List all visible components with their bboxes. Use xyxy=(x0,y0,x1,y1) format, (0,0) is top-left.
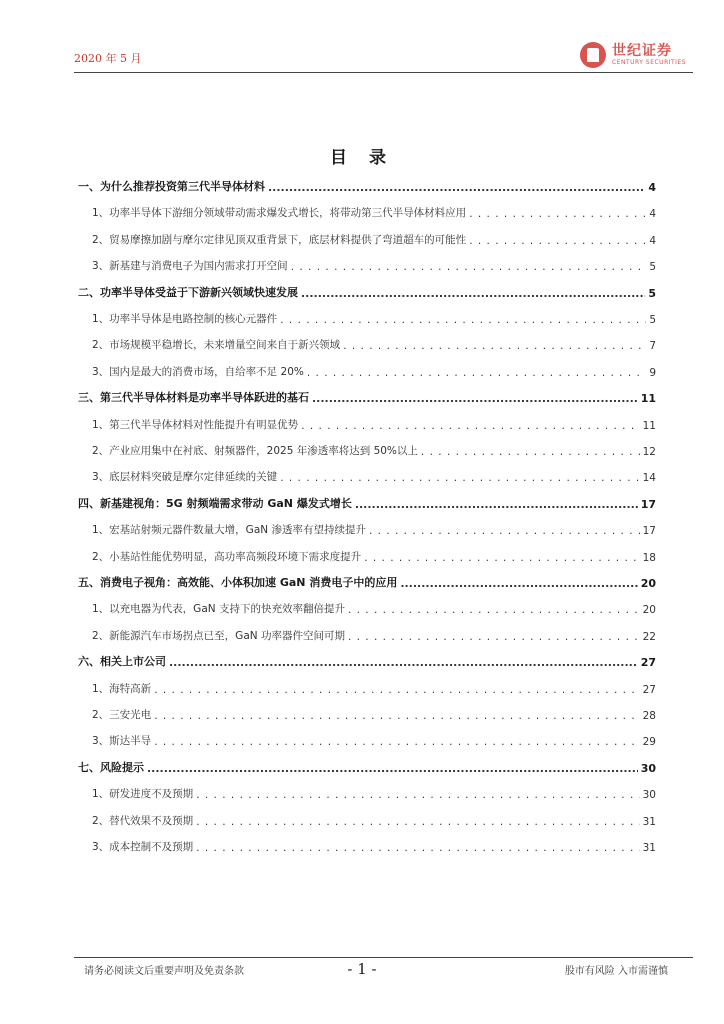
toc-entry-label: 1、海特高新 xyxy=(92,682,152,695)
toc-entry-page: 30 xyxy=(642,789,656,802)
toc-entry-label: 五、消费电子视角：高效能、小体积加速 GaN 消费电子中的应用 xyxy=(78,576,398,589)
toc-entry-label: 1、功率半导体下游细分领域带动需求爆发式增长，将带动第三代半导体材料应用 xyxy=(92,207,467,220)
toc-entry-label: 1、第三代半导体材料对性能提升有明显优势 xyxy=(92,418,299,431)
toc-entry-page: 11 xyxy=(640,392,656,406)
toc-entry-page: 4 xyxy=(648,181,656,194)
company-logo xyxy=(580,38,690,72)
toc-entry-label: 2、新能源汽车市场拐点已至，GaN 功率器件空间可期 xyxy=(92,629,345,642)
toc-entry-label: 3、成本控制不及预期 xyxy=(92,841,194,853)
toc-title: 目 录 xyxy=(330,148,394,168)
header-divider xyxy=(74,72,693,73)
toc-entry-page: 20 xyxy=(642,604,656,617)
toc-leader-dots xyxy=(469,235,646,247)
toc-subsection-entry[interactable] xyxy=(92,412,656,432)
toc-section-entry[interactable] xyxy=(78,280,656,300)
toc-leader-dots xyxy=(196,842,639,854)
toc-leader-dots xyxy=(154,684,639,696)
toc-entry-page: 31 xyxy=(642,842,656,854)
toc-entry-page: 14 xyxy=(642,472,656,485)
toc-section-entry[interactable] xyxy=(78,649,656,669)
toc-subsection-entry[interactable] xyxy=(92,464,656,484)
toc-subsection-entry[interactable] xyxy=(92,728,656,748)
toc-entry-page: 29 xyxy=(642,736,656,749)
toc-entry-page: 28 xyxy=(642,710,656,722)
logo-name-en: CENTURY SECURITIES xyxy=(612,59,687,66)
toc-leader-dots xyxy=(369,525,640,537)
footer-disclaimer: 请务必阅读文后重要声明及免责条款 xyxy=(84,966,244,977)
toc-leader-dots xyxy=(364,552,639,564)
logo-name-cn: 世纪证券 xyxy=(612,43,672,59)
toc-leader-dots xyxy=(147,762,638,775)
toc-leader-dots xyxy=(280,314,646,326)
toc-entry-page: 27 xyxy=(640,656,656,670)
toc-entry-label: 四、新基建视角：5G 射频端需求带动 GaN 爆发式增长 xyxy=(78,496,352,510)
toc-subsection-entry[interactable] xyxy=(92,253,656,273)
toc-subsection-entry[interactable] xyxy=(92,834,656,854)
toc-entry-page: 4 xyxy=(649,208,656,221)
toc-leader-dots xyxy=(169,656,638,669)
toc-entry-label: 2、小基站性能优势明显，高功率高频段环境下需求度提升 xyxy=(92,550,362,563)
toc-entry-label: 2、贸易摩擦加剧与摩尔定律见顶双重背景下，底层材料提供了弯道超车的可能性 xyxy=(92,233,467,246)
toc-entry-label: 三、第三代半导体材料是功率半导体跃进的基石 xyxy=(78,391,309,405)
toc-leader-dots xyxy=(291,261,647,273)
toc-section-entry[interactable] xyxy=(78,491,656,511)
toc-subsection-entry[interactable] xyxy=(92,438,656,458)
toc-entry-page: 20 xyxy=(640,577,656,590)
toc-leader-dots xyxy=(154,736,639,748)
toc-subsection-entry[interactable] xyxy=(92,781,656,801)
toc-section-entry[interactable] xyxy=(78,385,656,405)
toc-entry-label: 2、产业应用集中在衬底、射频器件，2025 年渗透率将达到 50%以上 xyxy=(92,445,418,457)
toc-entry-label: 3、国内是最大的消费市场，自给率不足 20% xyxy=(92,365,304,378)
toc-entry-page: 17 xyxy=(642,525,656,538)
toc-leader-dots xyxy=(280,472,639,484)
toc-leader-dots xyxy=(268,181,645,194)
toc-entry-label: 1、研发进度不及预期 xyxy=(92,788,194,801)
toc-section-entry[interactable] xyxy=(78,755,656,775)
toc-leader-dots xyxy=(469,208,646,220)
logo-icon xyxy=(580,42,606,68)
toc-subsection-entry[interactable] xyxy=(92,306,656,326)
toc-subsection-entry[interactable] xyxy=(92,623,656,643)
toc-subsection-entry[interactable] xyxy=(92,227,656,247)
report-date: 2020 年 5 月 xyxy=(74,52,142,65)
toc-entry-label: 1、以充电器为代表，GaN 支持下的快充效率翻倍提升 xyxy=(92,603,345,616)
page-header xyxy=(0,0,724,72)
logo-text xyxy=(612,44,686,66)
toc-entry-label: 七、风险提示 xyxy=(78,760,144,774)
toc-entry-page: 9 xyxy=(649,366,656,379)
footer-risk-warning: 股市有风险 入市需谨慎 xyxy=(564,966,668,977)
toc-entry-page: 18 xyxy=(642,551,656,564)
toc-entry-label: 一、为什么推荐投资第三代半导体材料 xyxy=(78,180,265,193)
toc-subsection-entry[interactable] xyxy=(92,332,656,352)
toc-subsection-entry[interactable] xyxy=(92,517,656,537)
toc-entry-page: 12 xyxy=(642,446,656,458)
toc-leader-dots xyxy=(348,604,640,616)
toc-entry-label: 3、底层材料突破是摩尔定律延续的关键 xyxy=(92,471,278,484)
toc-entry-page: 30 xyxy=(640,761,656,775)
toc-leader-dots xyxy=(421,446,640,458)
toc-leader-dots xyxy=(301,420,639,432)
toc-entry-label: 1、宏基站射频元器件数量大增，GaN 渗透率有望持续提升 xyxy=(92,524,366,537)
footer-divider xyxy=(74,957,693,958)
toc-subsection-entry[interactable] xyxy=(92,676,656,696)
toc-section-entry[interactable] xyxy=(78,570,656,590)
toc-entry-label: 3、斯达半导 xyxy=(92,735,152,748)
page-number: - 1 - xyxy=(347,960,377,978)
toc-leader-dots xyxy=(307,367,646,379)
toc-leader-dots xyxy=(301,287,645,300)
toc-entry-page: 5 xyxy=(649,261,656,274)
toc-entry-label: 六、相关上市公司 xyxy=(78,655,166,669)
toc-entry-label: 二、功率半导体受益于下游新兴领域快速发展 xyxy=(78,285,298,299)
toc-leader-dots xyxy=(154,710,639,722)
toc-entry-page: 11 xyxy=(642,419,656,432)
toc-entry-page: 5 xyxy=(649,314,656,326)
toc-leader-dots xyxy=(343,340,646,352)
toc-entry-label: 1、功率半导体是电路控制的核心元器件 xyxy=(92,313,278,325)
toc-entry-page: 7 xyxy=(649,340,656,353)
toc-subsection-entry[interactable] xyxy=(92,808,656,828)
toc-entry-page: 17 xyxy=(640,497,656,511)
toc-entry-label: 2、市场规模平稳增长，未来增量空间来自于新兴领域 xyxy=(92,339,341,352)
toc-subsection-entry[interactable] xyxy=(92,702,656,722)
toc-leader-dots xyxy=(400,577,637,590)
toc-section-entry[interactable] xyxy=(78,174,656,194)
toc-subsection-entry[interactable] xyxy=(92,544,656,564)
toc-entry-label: 2、三安光电 xyxy=(92,709,152,721)
toc-entry-label: 2、替代效果不及预期 xyxy=(92,814,194,827)
toc-entry-page: 27 xyxy=(642,683,656,696)
toc-subsection-entry[interactable] xyxy=(92,359,656,379)
toc-entry-page: 22 xyxy=(642,630,656,643)
toc-leader-dots xyxy=(312,392,638,405)
toc-entry-page: 5 xyxy=(648,286,656,300)
toc-entry-page: 31 xyxy=(642,815,656,828)
toc-leader-dots xyxy=(196,789,639,801)
toc-subsection-entry[interactable] xyxy=(92,200,656,220)
toc-leader-dots xyxy=(355,498,638,511)
toc-entry-label: 3、新基建与消费电子为国内需求打开空间 xyxy=(92,260,288,273)
toc-entry-page: 4 xyxy=(649,234,656,247)
toc-leader-dots xyxy=(348,631,640,643)
toc-leader-dots xyxy=(196,816,639,828)
toc-subsection-entry[interactable] xyxy=(92,596,656,616)
